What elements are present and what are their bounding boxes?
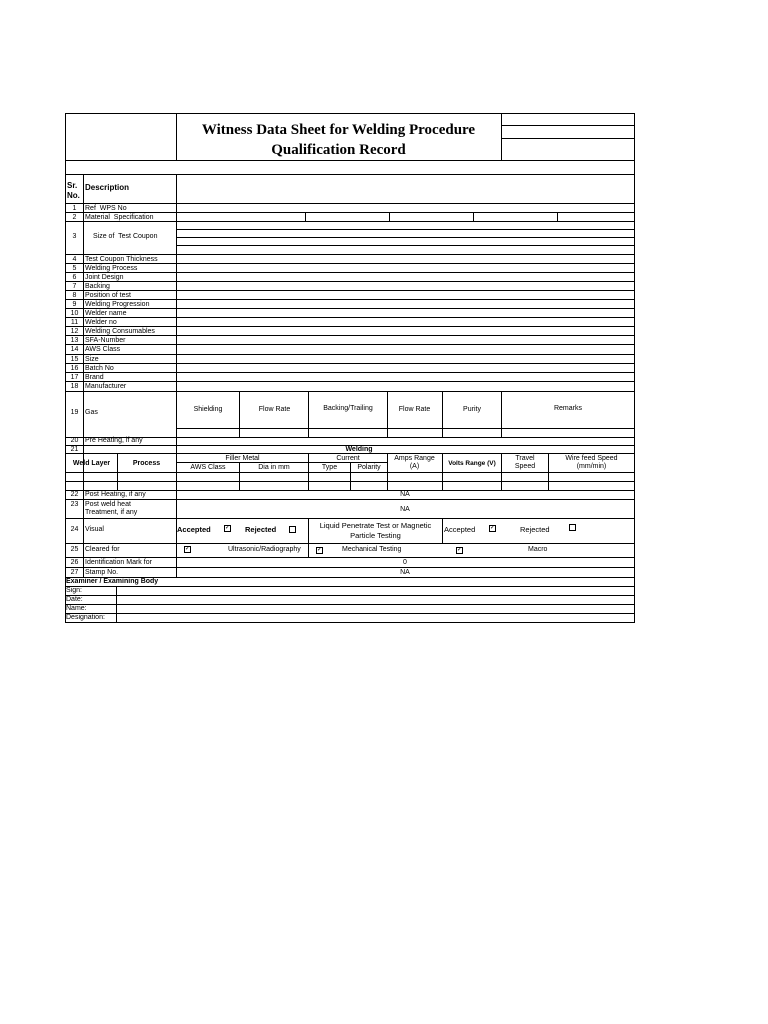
aws-class-header: AWS Class — [190, 464, 226, 471]
dia-header: Dia in mm — [258, 464, 290, 471]
rule-h — [66, 391, 634, 392]
row-description: Post weld heat Treatment, if any — [85, 501, 138, 516]
row-number: 20 — [70, 437, 79, 444]
row-number: 19 — [70, 409, 79, 416]
welding-section-title: Welding — [345, 446, 373, 453]
row-description: Welding Consumables — [85, 328, 155, 335]
row-number: 1 — [72, 205, 77, 212]
filler-metal-header: Filler Metal — [225, 455, 260, 462]
rule-h — [176, 237, 634, 238]
rule-h — [501, 125, 634, 126]
rule-v — [176, 114, 177, 160]
row-number: 5 — [72, 265, 77, 272]
cleared-mech-label: Mechanical Testing — [342, 546, 402, 553]
rule-h — [66, 160, 634, 161]
row-description: Manufacturer — [85, 383, 127, 390]
rule-h — [66, 326, 634, 327]
post-heating-value: NA — [400, 491, 410, 498]
row-number: 3 — [72, 233, 77, 240]
travel-header: Travel Speed — [514, 455, 536, 470]
rule-h — [501, 138, 634, 139]
row-number: 6 — [72, 274, 77, 281]
gas-flow-rate-2: Flow Rate — [398, 406, 431, 413]
cleared-checkbox-1[interactable]: ✓ — [185, 546, 191, 552]
rule-h — [66, 595, 634, 596]
row-description: Joint Design — [85, 274, 124, 281]
date-label: Date: — [66, 596, 83, 603]
visual-rejected-checkbox[interactable] — [289, 526, 296, 533]
rule-h — [66, 604, 634, 605]
process-header: Process — [132, 460, 161, 467]
rule-h — [66, 354, 634, 355]
row-description: Size of Test Coupon — [93, 233, 158, 240]
current-header: Current — [336, 455, 360, 462]
row-number: 10 — [70, 310, 79, 317]
cleared-ut-label: Ultrasonic/Radiography — [228, 546, 301, 553]
gas-flow-rate-1: Flow Rate — [258, 406, 291, 413]
row-description: Stamp No. — [85, 569, 119, 576]
rule-h — [66, 481, 634, 482]
row-description: Test Coupon Thickness — [85, 256, 158, 263]
rule-h — [66, 363, 634, 364]
rule-v — [239, 391, 240, 437]
description-header: Description — [85, 183, 130, 192]
row-number: 14 — [70, 346, 79, 353]
rule-v — [442, 518, 443, 543]
row-number: 21 — [70, 446, 79, 453]
rule-h — [66, 372, 634, 373]
rule-v — [501, 391, 502, 437]
row-description: Brand — [85, 374, 104, 381]
rule-h — [66, 203, 634, 204]
lpt-label: Liquid Penetrate Test or Magnetic Particle Testing — [319, 521, 432, 540]
row-description: Backing — [85, 283, 110, 290]
row-number: 4 — [72, 256, 77, 263]
rule-v — [442, 391, 443, 437]
rule-v — [473, 212, 474, 221]
row-number: 27 — [70, 569, 79, 576]
row-number: 17 — [70, 374, 79, 381]
rule-h — [176, 245, 634, 246]
row-number: 22 — [70, 491, 79, 498]
visual-accepted-checkbox[interactable]: ✓ — [225, 525, 231, 531]
name-label: Name: — [66, 605, 87, 612]
cleared-checkbox-3[interactable]: ✓ — [457, 547, 463, 553]
row-description: Welder no — [85, 319, 117, 326]
rule-h — [66, 272, 634, 273]
cleared-checkbox-2[interactable]: ✓ — [317, 547, 323, 553]
row-number: 2 — [72, 214, 77, 221]
rule-h — [66, 518, 634, 519]
row-number: 11 — [70, 319, 79, 326]
lpt-accepted-checkbox[interactable]: ✓ — [490, 525, 496, 531]
rule-h — [66, 543, 634, 544]
row-number: 7 — [72, 283, 77, 290]
title-line-2: Qualification Record — [271, 142, 406, 158]
rule-h — [66, 174, 634, 175]
rule-h — [66, 381, 634, 382]
designation-label: Designation: — [66, 614, 105, 621]
row-number: 12 — [70, 328, 79, 335]
row-description: Welding Process — [85, 265, 138, 272]
rule-h — [66, 317, 634, 318]
rule-h — [66, 308, 634, 309]
rule-h — [66, 586, 634, 587]
rule-h — [66, 344, 634, 345]
row-number: 25 — [70, 546, 79, 553]
rule-h — [66, 299, 634, 300]
visual-rejected-label: Rejected — [245, 525, 277, 534]
row-description: AWS Class — [85, 346, 121, 353]
lpt-rejected-label: Rejected — [520, 525, 550, 534]
visual-accepted-label: Accepted — [177, 525, 211, 534]
rule-v — [387, 391, 388, 437]
cleared-macro-label: Macro — [528, 546, 548, 553]
rule-h — [66, 254, 634, 255]
row-number: 13 — [70, 337, 79, 344]
rule-v — [501, 114, 502, 160]
rule-h — [66, 613, 634, 614]
rule-h — [66, 437, 634, 438]
rule-v — [305, 212, 306, 221]
row-number: 24 — [70, 526, 79, 533]
row-description: Identification Mark for — [85, 559, 152, 566]
row-description: Post Heating, if any — [85, 491, 146, 498]
polarity-header: Polarity — [357, 464, 381, 471]
rule-h — [66, 281, 634, 282]
row-description: Material Specification — [85, 214, 154, 221]
rule-h — [66, 212, 634, 213]
row-number: 16 — [70, 365, 79, 372]
stamp-value: NA — [400, 569, 410, 576]
row-description: Gas — [85, 409, 98, 416]
gas-purity: Purity — [463, 406, 481, 413]
rule-h — [66, 290, 634, 291]
row-number: 8 — [72, 292, 77, 299]
rule-v — [116, 586, 117, 622]
row-description: Size — [85, 356, 99, 363]
rule-h — [176, 428, 634, 429]
row-description: Cleared for — [85, 546, 120, 553]
row-description: Welding Progression — [85, 301, 150, 308]
volts-header: Volts Range (V) — [448, 460, 496, 467]
row-number: 15 — [70, 356, 79, 363]
row-description: Visual — [85, 526, 104, 533]
sr-no-header: Sr. No. — [67, 181, 80, 200]
row-description: SFA-Number — [85, 337, 126, 344]
ident-mark-value: 0 — [403, 559, 407, 566]
rule-h — [176, 229, 634, 230]
row-number: 18 — [70, 383, 79, 390]
row-description: Pre Heating, if any — [85, 437, 143, 444]
rule-h — [66, 557, 634, 558]
weld-layer-header: Weld Layer — [72, 460, 111, 467]
pwht-value: NA — [400, 506, 410, 513]
row-description: Welder name — [85, 310, 127, 317]
sheet-title — [176, 120, 501, 160]
rule-v — [308, 391, 309, 437]
row-number: 26 — [70, 559, 79, 566]
row-description: Batch No — [85, 365, 114, 372]
row-description: Ref WPS No — [85, 205, 127, 212]
rule-h — [66, 472, 634, 473]
row-number: 9 — [72, 301, 77, 308]
examiner-heading: Examiner / Examining Body — [66, 578, 159, 585]
gas-remarks: Remarks — [553, 405, 582, 412]
amps-header: Amps Range (A) — [394, 455, 435, 470]
wire-feed-header: Wire feed Speed (mm/min) — [565, 455, 618, 470]
row-description: Position of test — [85, 292, 131, 299]
rule-v — [557, 212, 558, 221]
type-header: Type — [321, 464, 338, 471]
lpt-rejected-checkbox[interactable] — [569, 524, 576, 531]
title-line-1: Witness Data Sheet for Welding Procedure — [201, 122, 476, 138]
row-number: 23 — [70, 501, 79, 508]
rule-v — [389, 212, 390, 221]
lpt-accepted-label: Accepted — [444, 525, 476, 534]
sign-label: Sign: — [66, 587, 82, 594]
rule-h — [66, 499, 634, 500]
rule-h — [66, 567, 634, 568]
gas-shielding: Shielding — [193, 406, 223, 413]
gas-backing: Backing/Trailing — [323, 405, 373, 412]
